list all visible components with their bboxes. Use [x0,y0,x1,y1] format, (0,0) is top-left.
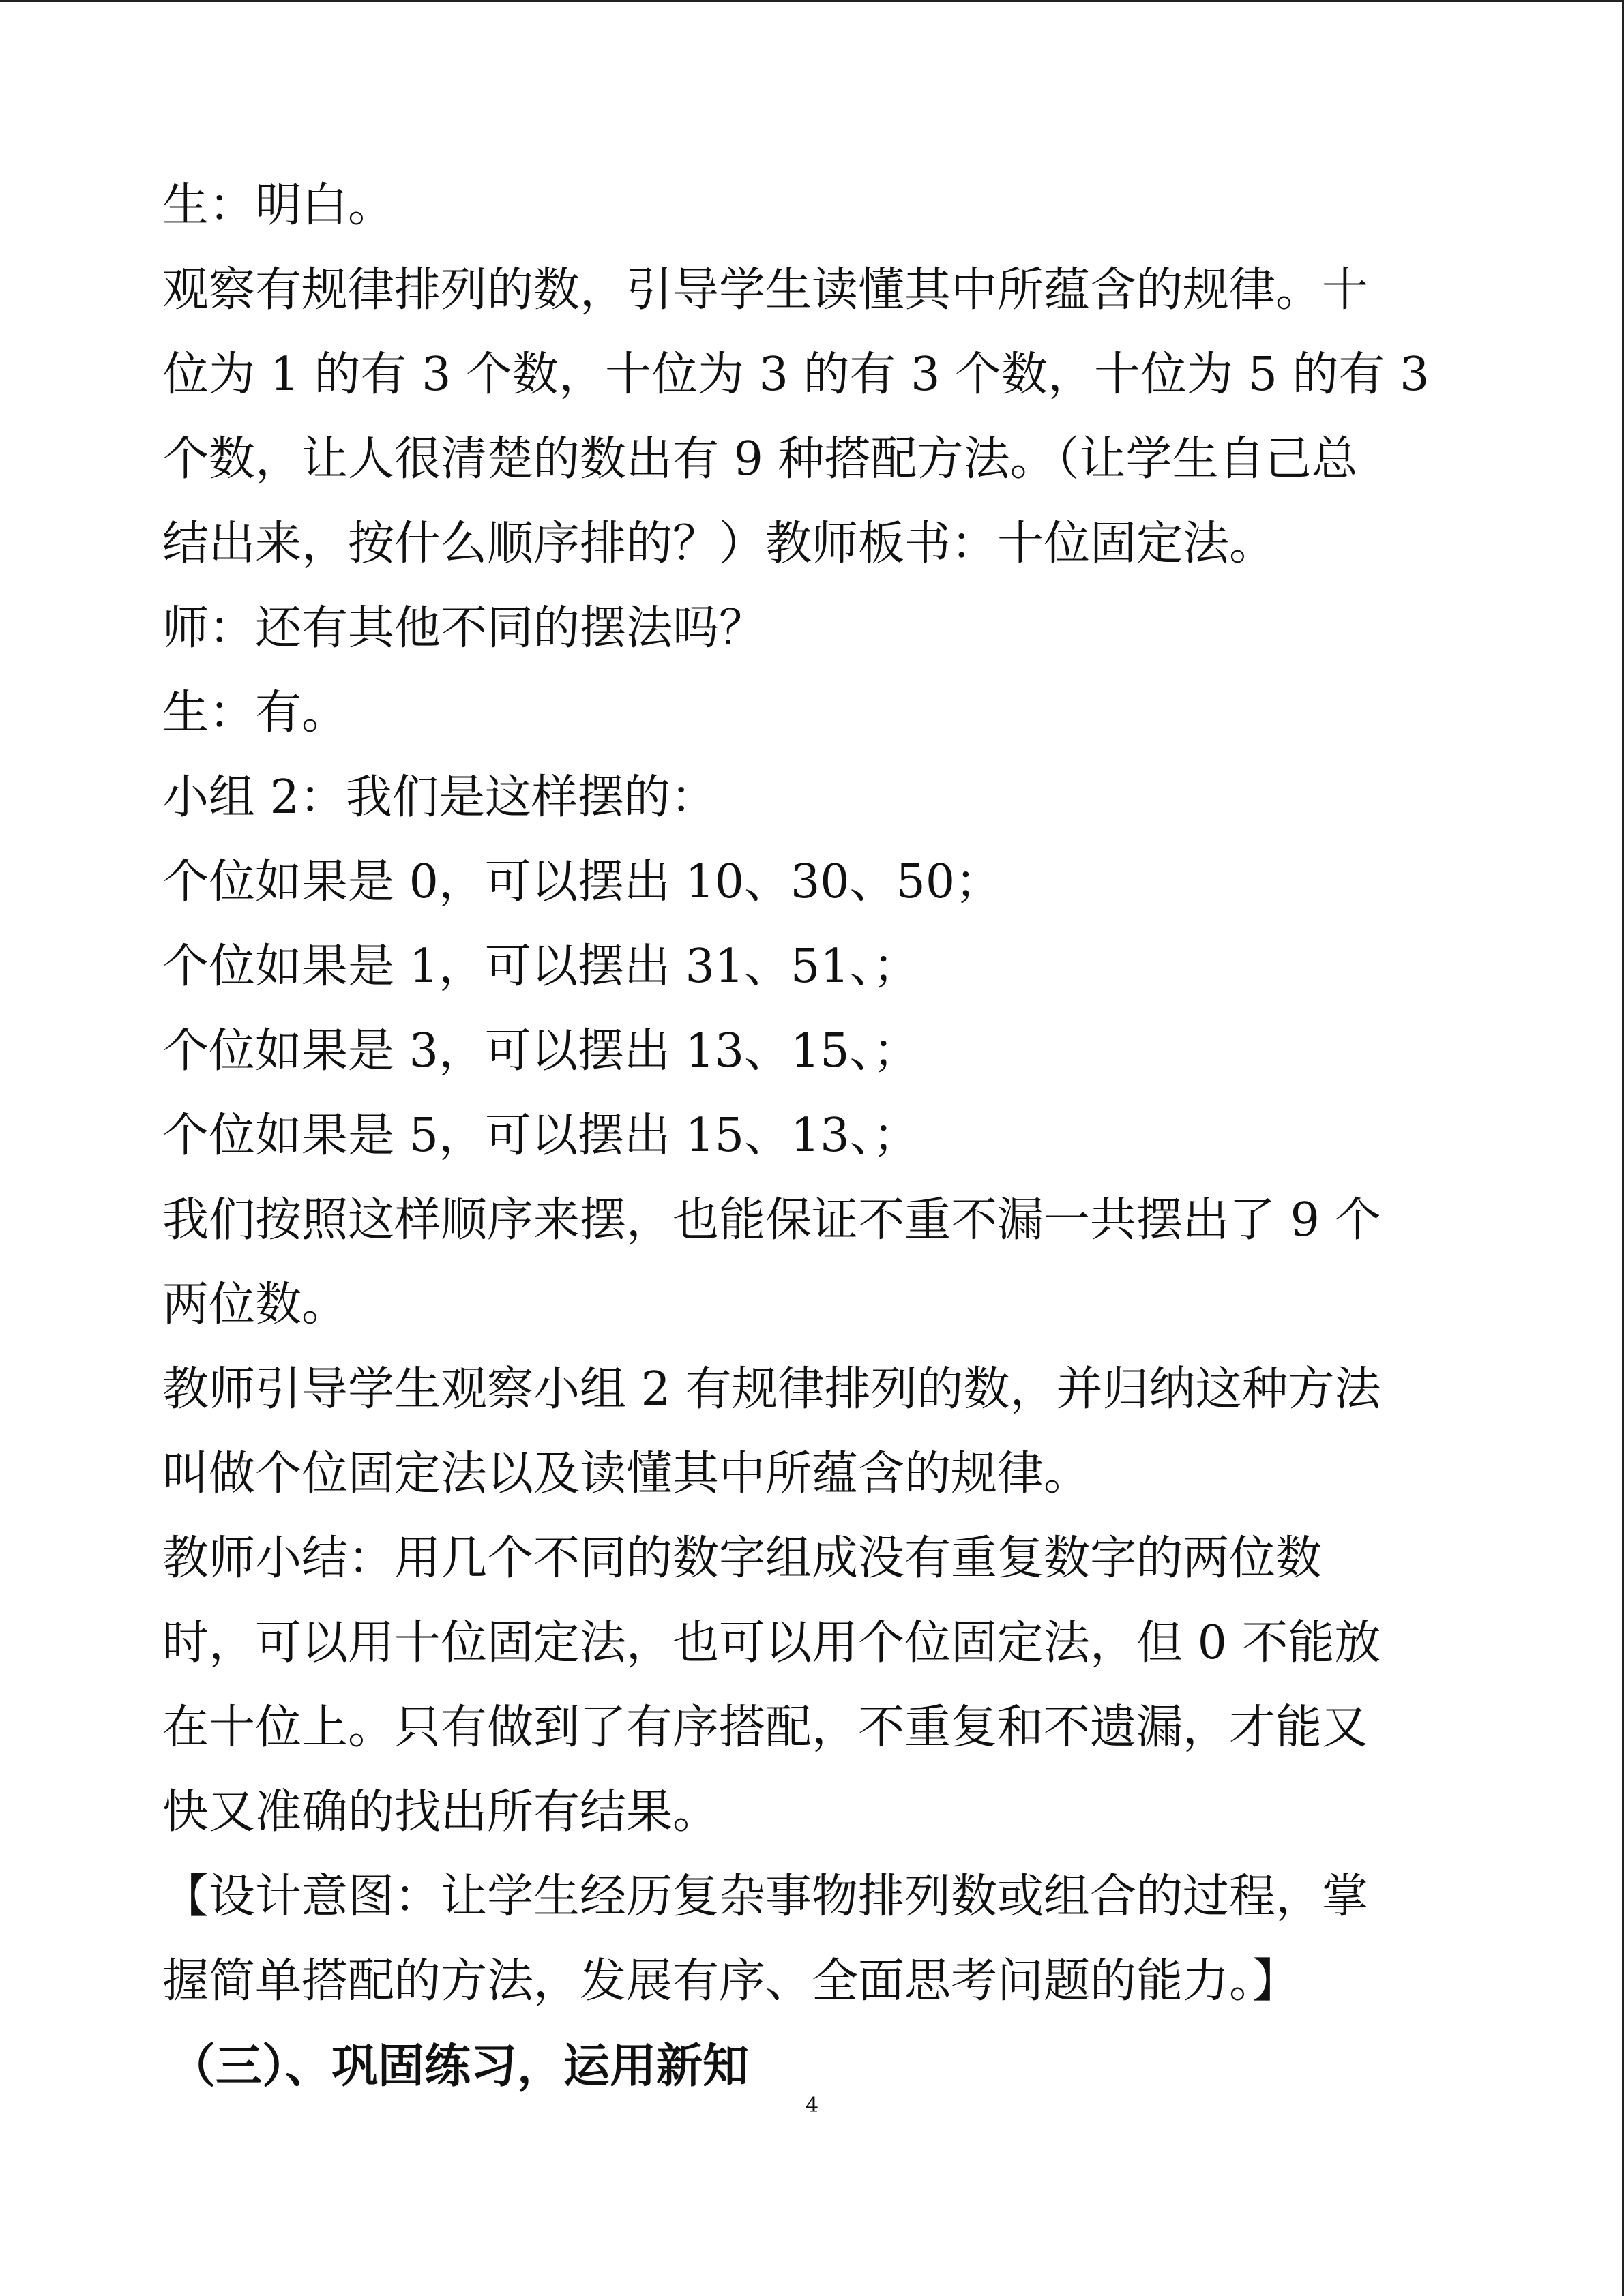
text-line: 个数，让人很清楚的数出有 9 种搭配方法。（让学生自己总 [162,432,1358,486]
text-line: 结出来，按什么顺序排的？）教师板书：十位固定法。 [162,517,1276,571]
page-border-top [0,0,1624,2]
text-line: 个位如果是 5，可以摆出 15、13、； [162,1109,919,1163]
text-line: 小组 2：我们是这样摆的： [162,771,717,824]
text-line: 握简单搭配的方法，发展有序、全面思考问题的能力。】 [162,1954,1299,2008]
text-line: 快又准确的找出所有结果。 [162,1785,720,1839]
text-line: 个位如果是 0，可以摆出 10、30、50； [162,855,1002,909]
text-line: 位为 1 的有 3 个数，十位为 3 的有 3 个数，十位为 5 的有 3 [162,348,1430,402]
text-line: 教师小结：用几个不同的数字组成没有重复数字的两位数 [162,1532,1323,1585]
text-line: 两位数。 [162,1278,349,1332]
text-line: 个位如果是 3，可以摆出 13、15、； [162,1024,919,1078]
text-line: 教师引导学生观察小组 2 有规律排列的数，并归纳这种方法 [162,1362,1381,1416]
text-line: 师：还有其他不同的摆法吗？ [162,601,766,655]
document-body [162,164,1458,2108]
section-heading: （三）、巩固练习，运用新知 [169,2039,750,2093]
text-line: 我们按照这样顺序来摆，也能保证不重不漏一共摆出了 9 个 [162,1193,1381,1247]
text-line: 【设计意图：让学生经历复杂事物排列数或组合的过程，掌 [162,1870,1369,1924]
text-line: 在十位上。只有做到了有序搭配，不重复和不遗漏，才能又 [162,1701,1369,1755]
text-line: 叫做个位固定法以及读懂其中所蕴含的规律。 [162,1447,1091,1501]
text-line: 生：明白。 [162,179,395,233]
text-line: 个位如果是 1，可以摆出 31、51、； [162,940,919,994]
text-line: 观察有规律排列的数，引导学生读懂其中所蕴含的规律。十 [162,263,1369,317]
text-line: 时，可以用十位固定法，也可以用个位固定法，但 0 不能放 [162,1616,1381,1670]
text-line: 生：有。 [162,686,349,740]
page-number: 4 [805,2093,819,2117]
